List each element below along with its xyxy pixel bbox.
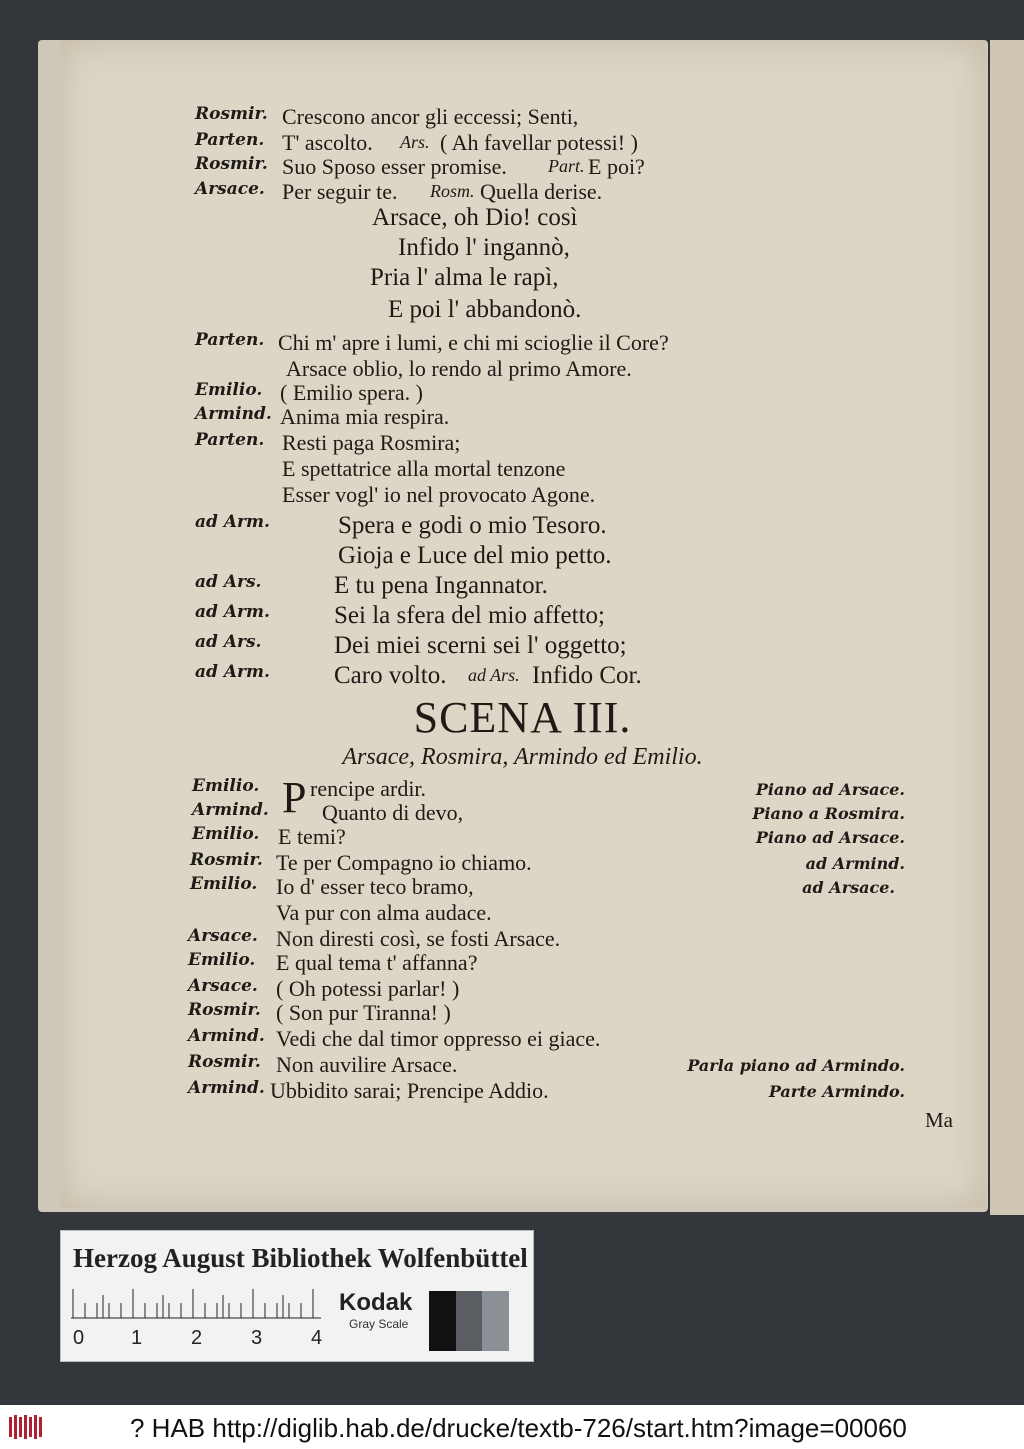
speaker-label: Arsace.: [188, 976, 258, 996]
ruler-number: 3: [251, 1327, 263, 1349]
speaker-label: Armind.: [188, 1026, 265, 1046]
catchword: Ma: [925, 1108, 953, 1132]
speaker-label: Armind.: [195, 404, 272, 424]
aside-text: Quella derise.: [480, 179, 603, 204]
ruler-number: 2: [191, 1327, 203, 1349]
ruler-number: 4: [311, 1327, 323, 1349]
ruler-number: 1: [131, 1327, 143, 1349]
color-card: [60, 1230, 534, 1362]
speaker-label: Emilio.: [190, 874, 258, 894]
footer-bar: [0, 1405, 1024, 1449]
line-text: Spera e godi o mio Tesoro.: [338, 512, 607, 539]
speaker-label: Parten.: [195, 130, 265, 150]
speaker-label: Rosmir.: [188, 1052, 261, 1072]
card-title: Herzog August Bibliothek Wolfenbüttel: [73, 1243, 528, 1273]
speaker-label: Parten.: [195, 330, 265, 350]
book-page: [60, 40, 985, 1208]
stage-direction: Parla piano ad Armindo.: [687, 1056, 905, 1075]
line-text: E qual tema t' affanna?: [276, 950, 478, 975]
line-text: Caro volto.: [334, 662, 447, 689]
line-text: Va pur con alma audace.: [276, 900, 492, 925]
stage-direction: ad Armind.: [805, 854, 905, 873]
speaker-label: Armind.: [192, 800, 269, 820]
line-text: ( Emilio spera. ): [280, 380, 423, 405]
line-text: Vedi che dal timor oppresso ei giace.: [276, 1026, 601, 1051]
verse-line: Infido l' ingannò,: [398, 234, 570, 261]
ruler-number: 0: [73, 1327, 85, 1349]
line-text: rencipe ardir.: [310, 776, 427, 801]
speaker-label: Parten.: [195, 430, 265, 450]
footer-url[interactable]: ? HAB http://diglib.hab.de/drucke/textb-726/start.htm?image=00060: [130, 1413, 907, 1443]
aside-text: E poi?: [588, 154, 645, 179]
speaker-label: Rosmir.: [195, 104, 268, 124]
speaker-label: Emilio.: [192, 776, 260, 796]
scene-characters: Arsace, Rosmira, Armindo ed Emilio.: [342, 744, 703, 770]
drop-cap: P: [282, 773, 307, 822]
line-text: Suo Sposo esser promise.: [282, 154, 507, 179]
hab-logo-icon: [8, 1413, 46, 1441]
gray-swatches: [429, 1291, 509, 1351]
aside-speaker: Ars.: [400, 132, 430, 152]
line-text: Io d' esser teco bramo,: [276, 874, 474, 899]
speaker-label: Rosmir.: [188, 1000, 261, 1020]
line-text: Te per Compagno io chiamo.: [276, 850, 532, 875]
line-text: Non diresti così, se fosti Arsace.: [276, 926, 561, 951]
ruler-scale: [71, 1289, 321, 1319]
line-text: Arsace oblio, lo rendo al primo Amore.: [286, 356, 632, 381]
line-text: Crescono ancor gli eccessi; Senti,: [282, 104, 579, 129]
line-text: E temi?: [278, 824, 346, 849]
swatch-gray: [456, 1291, 483, 1351]
aside-text: Infido Cor.: [532, 662, 642, 689]
line-text: Dei miei scerni sei l' oggetto;: [334, 632, 627, 659]
stage-direction: Piano ad Arsace.: [755, 828, 905, 847]
line-text: Quanto di devo,: [322, 800, 464, 825]
speaker-label: Emilio.: [195, 380, 263, 400]
speaker-label: ad Arm.: [195, 512, 270, 532]
speaker-label: Rosmir.: [195, 154, 268, 174]
line-text: ( Son pur Tiranna! ): [276, 1000, 451, 1025]
line-text: Chi m' apre i lumi, e chi mi scioglie il Core?: [278, 330, 669, 355]
stage-direction: ad Arsace.: [802, 878, 895, 897]
stage-direction: Parte Armindo.: [768, 1082, 905, 1101]
speaker-label: Armind.: [188, 1078, 265, 1098]
speaker-label: Emilio.: [192, 824, 260, 844]
speaker-label: ad Ars.: [195, 572, 262, 592]
line-text: ( Oh potessi parlar! ): [276, 976, 460, 1001]
line-text: Non auvilire Arsace.: [276, 1052, 458, 1077]
speaker-label: Emilio.: [188, 950, 256, 970]
aside-speaker: Part.: [548, 156, 585, 176]
speaker-label: ad Arm.: [195, 602, 270, 622]
verse-line: Pria l' alma le rapì,: [370, 264, 559, 291]
line-text: Gioja e Luce del mio petto.: [338, 542, 612, 569]
speaker-label: ad Arm.: [195, 662, 270, 682]
stage-direction: Piano a Rosmira.: [752, 804, 905, 823]
line-text: E tu pena Ingannator.: [334, 572, 548, 599]
speaker-label: ad Ars.: [195, 632, 262, 652]
aside-speaker: ad Ars.: [468, 665, 520, 685]
swatch-light-gray: [482, 1291, 509, 1351]
aside-speaker: Rosm.: [430, 181, 475, 201]
verse-line: E poi l' abbandonò.: [388, 296, 582, 323]
kodak-brand: Kodak: [339, 1289, 413, 1316]
line-text: Ubbidito sarai; Prencipe Addio.: [270, 1078, 549, 1103]
scene-title: SCENA III.: [413, 693, 632, 742]
line-text: Esser vogl' io nel provocato Agone.: [282, 482, 596, 507]
line-text: Resti paga Rosmira;: [282, 430, 461, 455]
aside-text: ( Ah favellar potessi! ): [440, 130, 638, 155]
speaker-label: Arsace.: [195, 179, 265, 199]
speaker-label: Rosmir.: [190, 850, 263, 870]
line-text: Anima mia respira.: [280, 404, 450, 429]
verse-line: Arsace, oh Dio! così: [372, 204, 578, 231]
swatch-black: [429, 1291, 456, 1351]
line-text: Sei la sfera del mio affetto;: [334, 602, 605, 629]
line-text: T' ascolto.: [282, 130, 373, 155]
kodak-subtitle: Gray Scale: [349, 1317, 409, 1331]
line-text: E spettatrice alla mortal tenzone: [282, 456, 566, 481]
speaker-label: Arsace.: [188, 926, 258, 946]
facing-page-edge: [990, 40, 1024, 1215]
stage-direction: Piano ad Arsace.: [755, 780, 905, 799]
line-text: Per seguir te.: [282, 179, 398, 204]
